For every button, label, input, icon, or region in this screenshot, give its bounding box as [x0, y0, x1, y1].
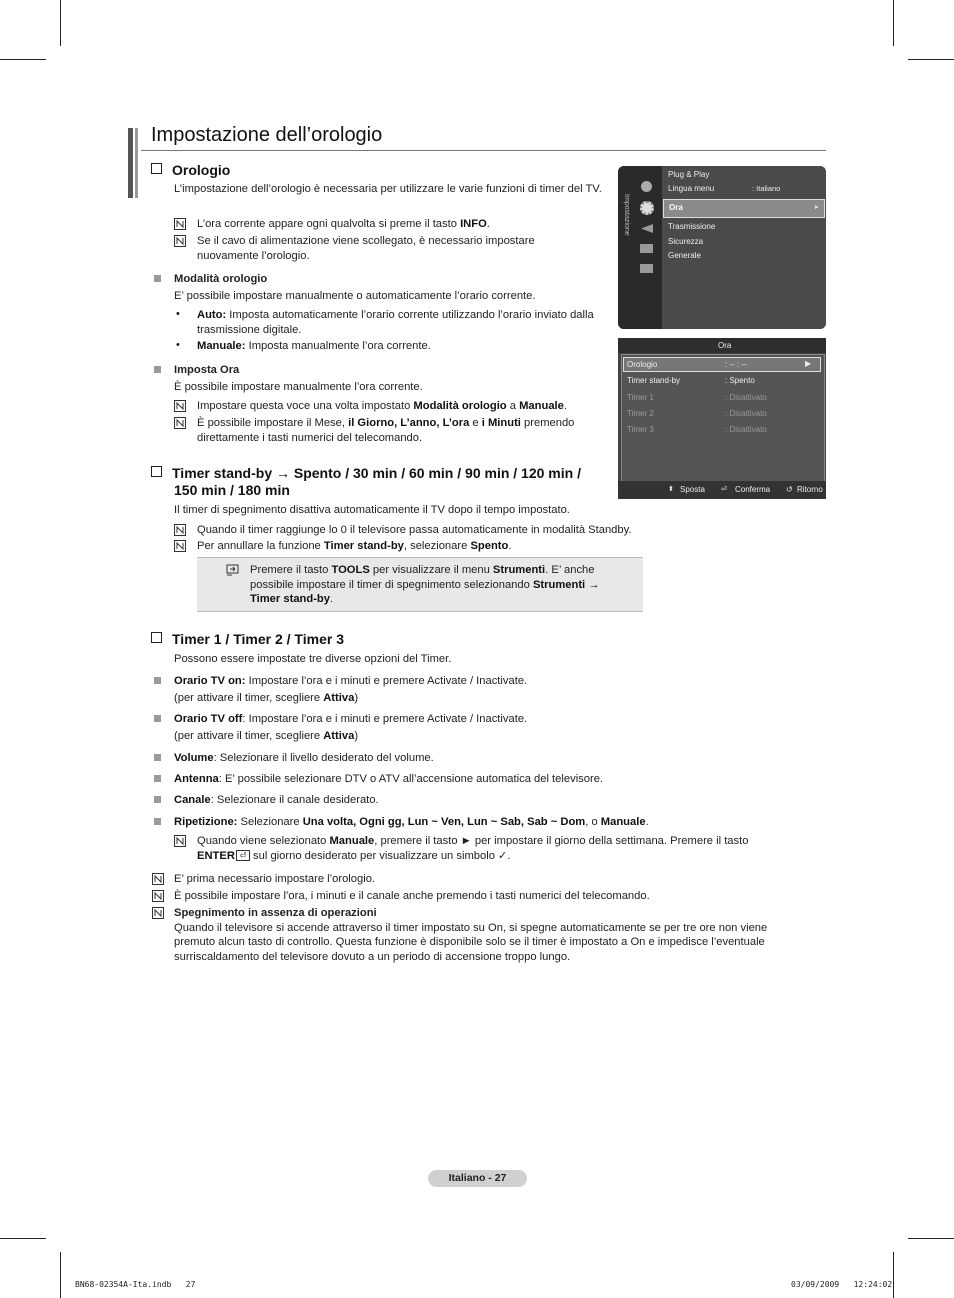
imprint-date: 03/09/2009 12:24:02	[791, 1280, 893, 1289]
item-subtext: (per attivare il timer, scegliere Attiva)	[174, 692, 359, 704]
bullet-dot: •	[176, 339, 180, 351]
menu-sidebar-label: Impostazione	[623, 194, 630, 236]
menu-row-label[interactable]: Timer 2	[627, 409, 654, 418]
note-text: E’ prima necessario impostare l’orologio.	[174, 873, 376, 885]
menu-row-label[interactable]: Orologio	[627, 360, 658, 369]
square-bullet-icon	[154, 796, 161, 803]
enter-icon: ⏎	[236, 850, 250, 861]
imprint-file: BN68-02354A-Ita.indb 27	[75, 1280, 196, 1289]
bullet-text: Auto: Imposta automaticamente l’orario corrente utilizzando l’orario inviato dalla trasmissione digitale.	[197, 309, 594, 336]
note-icon	[174, 835, 186, 847]
square-bullet-icon	[154, 366, 161, 373]
note-icon	[152, 907, 164, 919]
menu-item-plug-play[interactable]: Plug & Play	[668, 170, 710, 179]
item-text: Orario TV on: Impostare l’ora e i minuti e premere Activate / Inactivate.	[174, 675, 528, 687]
note-icon	[152, 890, 164, 902]
square-bullet-icon	[154, 754, 161, 761]
menu-item-lingua-value: : Italiano	[752, 184, 781, 193]
paragraph: Possono essere impostate tre diverse opzioni del Timer.	[174, 653, 452, 665]
square-bullet-icon	[154, 715, 161, 722]
arrow-right-icon: ▸	[815, 204, 819, 211]
checkbox-bullet-icon	[151, 632, 162, 643]
menu-body	[621, 354, 825, 482]
menu-row-value: : -- : --	[725, 360, 747, 369]
note-text: premuto alcun tasto di controllo. Questa funzione è disponibile solo se il timer è impostato a On e impedisce l’eventuale	[174, 936, 765, 948]
crop-mark	[0, 59, 46, 60]
menu-sidebar-label-wrap	[618, 194, 632, 254]
note-text: È possibile impostare il Mese, il Giorno, L’anno, L’ora e i Minuti premendo direttamente i tasti numerici del telecomando.	[197, 417, 575, 444]
picture-icon	[641, 181, 652, 192]
footer-move-label: Sposta	[680, 485, 705, 494]
section-heading-orologio: Orologio	[151, 162, 230, 179]
paragraph: E’ possibile impostare manualmente o automaticamente l’orario corrente.	[174, 290, 536, 302]
item-text: Orario TV off: Impostare l’ora e i minuti e premere Activate / Inactivate.	[174, 713, 528, 725]
footer-back-label: Ritorno	[797, 485, 823, 494]
checkmark-icon: ✓	[498, 849, 508, 862]
item-text: Ripetizione: Selezionare Una volta, Ogni gg, Lun ~ Ven, Lun ~ Sab, Sab ~ Dom, o Manuale.	[174, 816, 649, 828]
crop-mark	[893, 1252, 894, 1298]
title-accent-bar	[135, 128, 138, 198]
tools-tip-text: Premere il tasto TOOLS per visualizzare il menu Strumenti. E’ anche possibile impostare il timer di spegnimento selezionando Strumenti → Timer stand-by.	[250, 564, 600, 605]
note-icon	[174, 524, 186, 536]
note-icon	[174, 235, 186, 247]
square-bullet-icon	[154, 275, 161, 282]
paragraph: L’impostazione dell’orologio è necessaria per utilizzare le varie funzioni di timer del TV.	[174, 183, 602, 195]
application-icon	[640, 264, 653, 273]
updown-arrow-icon: ⬍	[668, 486, 674, 493]
menu-row-label[interactable]: Timer stand-by	[627, 376, 681, 385]
paragraph: È possibile impostare manualmente l’ora corrente.	[174, 381, 423, 393]
crop-mark	[908, 59, 954, 60]
menu-row-label[interactable]: Timer 1	[627, 393, 654, 402]
note-icon	[152, 873, 164, 885]
menu-row-value: : Disattivato	[725, 393, 767, 402]
note-text: Quando il televisore si accende attraverso il timer impostato su On, si spegne automaticamente se per tre ore non viene	[174, 922, 768, 934]
item-text: Volume: Selezionare il livello desiderato del volume.	[174, 752, 434, 764]
crop-mark	[0, 1238, 46, 1239]
tools-icon	[226, 564, 240, 576]
menu-row-label[interactable]: Timer 3	[627, 425, 654, 434]
note-heading: Spegnimento in assenza di operazioni	[174, 907, 377, 919]
note-icon	[174, 540, 186, 552]
note-icon	[174, 218, 186, 230]
crop-mark	[60, 1252, 61, 1298]
crop-mark	[908, 1238, 954, 1239]
note-text: surriscaldamento del televisore dovuto a un periodo di accensione troppo lungo.	[174, 951, 571, 963]
menu-item-trasmissione[interactable]: Trasmissione	[668, 222, 716, 231]
menu-item-lingua[interactable]: Lingua menu	[668, 184, 715, 193]
note-text: Quando il timer raggiunge lo 0 il televisore passa automaticamente in modalità Standby.	[197, 524, 632, 536]
paragraph: Il timer di spegnimento disattiva automaticamente il TV dopo il tempo impostato.	[174, 504, 570, 516]
menu-selection-highlight[interactable]	[663, 199, 825, 218]
note-icon	[174, 400, 186, 412]
crop-mark	[893, 0, 894, 46]
gear-icon	[640, 201, 654, 215]
menu-item-generale[interactable]: Generale	[668, 251, 701, 260]
page-number-badge: Italiano - 27	[428, 1170, 527, 1187]
note-text: Quando viene selezionato Manuale, premere il tasto ► per impostare il giorno della settimana. Premere il tasto ENTER ⏎ sul giorno desiderato per visualizzare un simbolo ✓.	[197, 835, 749, 862]
return-icon: ↺	[786, 485, 793, 494]
note-text: L’ora corrente appare ogni qualvolta si preme il tasto INFO.	[197, 218, 490, 230]
title-divider	[141, 150, 826, 151]
subheading: Modalità orologio	[174, 273, 268, 285]
square-bullet-icon	[154, 677, 161, 684]
menu-row-value: : Spento	[725, 376, 755, 385]
menu-item-ora[interactable]: Ora	[669, 203, 683, 212]
menu-row-value: : Disattivato	[725, 425, 767, 434]
item-subtext: (per attivare il timer, scegliere Attiva)	[174, 730, 359, 742]
bullet-text: Manuale: Imposta manualmente l’ora corrente.	[197, 340, 431, 352]
page-title: Impostazione dell’orologio	[151, 124, 383, 146]
checkbox-bullet-icon	[151, 163, 162, 174]
checkbox-bullet-icon	[151, 466, 162, 477]
section-heading-timer-standby: Timer stand-by → Spento / 30 min / 60 min / 90 min / 120 min /	[151, 465, 581, 482]
item-text: Antenna: E’ possibile selezionare DTV o ATV all’accensione automatica del televisore.	[174, 773, 604, 785]
note-text: Impostare questa voce una volta impostato Modalità orologio a Manuale.	[197, 400, 567, 412]
enter-icon: ⏎	[721, 486, 727, 493]
item-text: Canale: Selezionare il canale desiderato.	[174, 794, 379, 806]
note-icon	[174, 417, 186, 429]
input-icon	[640, 244, 653, 253]
menu-header-title: Ora	[718, 341, 732, 350]
note-text: Se il cavo di alimentazione viene scollegato, è necessario impostare nuovamente l’orologio.	[197, 235, 535, 262]
note-text: È possibile impostare l’ora, i minuti e il canale anche premendo i tasti numerici del telecomando.	[174, 890, 650, 902]
bullet-dot: •	[176, 308, 180, 320]
menu-row-value: : Disattivato	[725, 409, 767, 418]
footer-confirm-label: Conferma	[735, 485, 771, 494]
subheading: Imposta Ora	[174, 364, 240, 376]
title-accent-bar	[128, 128, 133, 198]
square-bullet-icon	[154, 818, 161, 825]
arrow-right-icon: ▶	[805, 359, 812, 368]
section-heading-timers: Timer 1 / Timer 2 / Timer 3	[151, 631, 344, 648]
section-heading-timer-standby-cont: 150 min / 180 min	[174, 482, 290, 498]
crop-mark	[60, 0, 61, 46]
square-bullet-icon	[154, 775, 161, 782]
menu-item-sicurezza[interactable]: Sicurezza	[668, 237, 704, 246]
note-text: Per annullare la funzione Timer stand-by, selezionare Spento.	[197, 540, 512, 552]
